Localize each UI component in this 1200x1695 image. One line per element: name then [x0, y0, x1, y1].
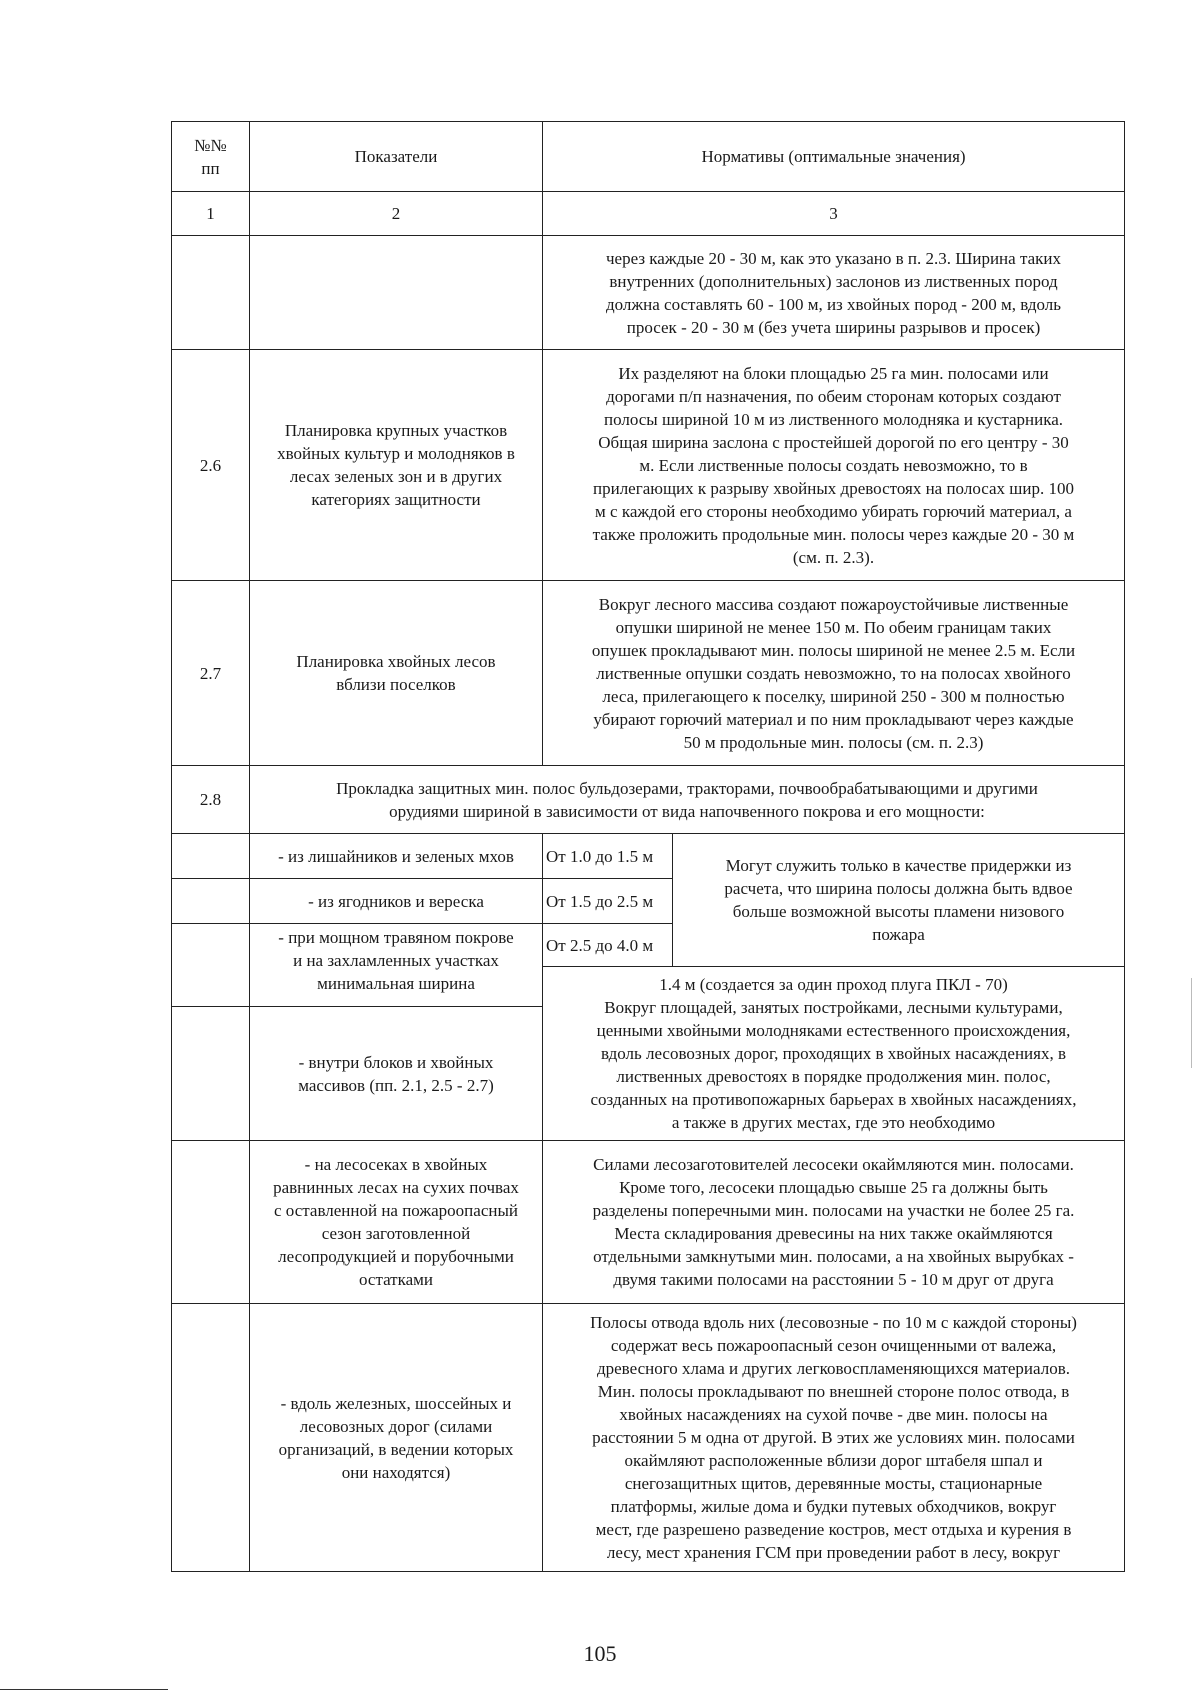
- inside-blocks-indicator: - внутри блоков и хвойных массивов (пп. 2.1, 2.5 - 2.7): [250, 1007, 543, 1141]
- table-row: [172, 236, 1125, 350]
- column-number-3: 3: [543, 192, 1125, 236]
- empty-cell: [250, 236, 543, 350]
- roads-indicator: - вдоль железных, шоссейных и лесовозных дорог (силами организаций, в ведении которых они находятся): [250, 1304, 543, 1572]
- column-number-1: 1: [172, 192, 250, 236]
- header-indicators: Показатели: [250, 122, 543, 192]
- empty-cell: [172, 1141, 250, 1304]
- header-num: №№ пп: [172, 122, 250, 192]
- row-indicator-2-6: Планировка крупных участков хвойных культур и молодняков в лесах зеленых зон и в других категориях защитности: [250, 350, 543, 581]
- page-number: 105: [583, 1641, 617, 1666]
- empty-cell: [172, 879, 250, 924]
- grass-width: От 2.5 до 4.0 м: [543, 924, 673, 967]
- berries-indicator: - из ягодников и вереска: [250, 879, 543, 924]
- column-number-2: 2: [250, 192, 543, 236]
- empty-cell: [172, 1304, 250, 1572]
- row-indicator-2-7: Планировка хвойных лесов вблизи поселков: [250, 581, 543, 766]
- table-row: [172, 581, 1125, 766]
- table-row: [172, 766, 1125, 834]
- grass-indicator: - при мощном травяном покрове и на захламленных участках минимальная ширина: [250, 924, 543, 1007]
- continuation-norm: через каждые 20 - 30 м, как это указано в п. 2.3. Ширина таких внутренних (дополнительных) заслонов из лиственных пород должна составлять 60 - 100 м, из хвойных пород - 200 м, вдоль просек - 20 - 30 м (без учета ширины разрывов и просек): [543, 236, 1125, 350]
- empty-cell: [172, 924, 250, 1007]
- table-row: [172, 1141, 1125, 1304]
- column-number-row: [172, 192, 1125, 236]
- empty-cell: [172, 1007, 250, 1141]
- row-num-2-6: 2.6: [172, 350, 250, 581]
- row-text-2-8: Прокладка защитных мин. полос бульдозерами, тракторами, почвообрабатывающими и другими орудиями шириной в зависимости от вида напочвенного покрова и его мощности:: [250, 766, 1125, 834]
- row-num-2-7: 2.7: [172, 581, 250, 766]
- inside-blocks-norm: [543, 967, 1125, 1141]
- row-num-2-8: 2.8: [172, 766, 250, 834]
- table-row: [172, 834, 1125, 879]
- header-norms: Нормативы (оптимальные значения): [543, 122, 1125, 192]
- scan-margin-mark: [1191, 978, 1192, 1068]
- roads-norm: Полосы отвода вдоль них (лесовозные - по 10 м с каждой стороны) содержат весь пожароопасный сезон очищенными от валежа, древесного хлама и других легковоспламеняющихся материалов. Мин. полосы прокладывают по внешней стороне полос отвода, в хвойных насаждениях на сухой почве - две мин. полосы на расстоянии 5 м одна от другой. В этих же условиях мин. полосами окаймляют расположенные вблизи дорог штабеля шпал и снегозащитных щитов, деревянные мосты, стационарные платформы, жилые дома и будки путевых обходчиков, вокруг мест, где разрешено разведение костров, мест отдыха и курения в лесу, мест хранения ГСМ при проведении работ в лесу, вокруг: [543, 1304, 1125, 1572]
- lichens-width: От 1.0 до 1.5 м: [543, 834, 673, 879]
- support-note: Могут служить только в качестве придержки из расчета, что ширина полосы должна быть вдвое больше возможной высоты пламени низового пожара: [673, 834, 1125, 967]
- cutting-areas-indicator: - на лесосеках в хвойных равнинных лесах на сухих почвах с оставленной на пожароопасный сезон заготовленной лесопродукцией и порубочными остатками: [250, 1141, 543, 1304]
- table-row: [172, 350, 1125, 581]
- berries-width: От 1.5 до 2.5 м: [543, 879, 673, 924]
- row-norm-2-6: Их разделяют на блоки площадью 25 га мин. полосами или дорогами п/п назначения, по обеим сторонам которых создают полосы шириной 10 м из лиственного молодняка и кустарника. Общая ширина заслона с простейшей дорогой по его центру - 30 м. Если лиственные полосы создать невозможно, то в прилегающих к разрыву хвойных древостоях на полосах шир. 100 м с каждой его стороны необходимо убирать горючий материал, а также проложить продольные мин. полосы через каждые 20 - 30 м (см. п. 2.3).: [543, 350, 1125, 581]
- min-width-note: 1.4 м (создается за один проход плуга ПКЛ - 70): [659, 975, 1008, 994]
- scan-divider-line: [0, 1689, 168, 1690]
- standards-table: [171, 121, 1125, 1572]
- lichens-indicator: - из лишайников и зеленых мхов: [250, 834, 543, 879]
- row-norm-2-7: Вокруг лесного массива создают пожароустойчивые лиственные опушки шириной не менее 150 м. По обеим границам таких опушек прокладывают мин. полосы шириной не менее 2.5 м. Если лиственные опушки создать невозможно, то на полосах хвойного леса, прилегающего к поселку, шириной 250 - 300 м полностью убирают горючий материал и по ним прокладывают через каждые 50 м продольные мин. полосы (см. п. 2.3): [543, 581, 1125, 766]
- cutting-areas-norm: Силами лесозаготовителей лесосеки окаймляются мин. полосами. Кроме того, лесосеки площадью свыше 25 га должны быть разделены поперечными мин. полосами на участки не более 25 га. Места складирования древесины на них также окаймляются отдельными замкнутыми мин. полосами, а на хвойных вырубках - двумя такими полосами на расстоянии 5 - 10 м друг от друга: [543, 1141, 1125, 1304]
- table-row: [172, 1304, 1125, 1572]
- empty-cell: [172, 834, 250, 879]
- header-row: [172, 122, 1125, 192]
- inside-blocks-text: Вокруг площадей, занятых постройками, лесными культурами, ценными хвойными молодняками естественного происхождения, вдоль лесовозных дорог, проходящих в хвойных насаждениях, в лиственных древостоях в порядке продолжения мин. полос, созданных на противопожарных барьерах в хвойных насаждениях, а также в других местах, где это необходимо: [590, 998, 1077, 1132]
- empty-cell: [172, 236, 250, 350]
